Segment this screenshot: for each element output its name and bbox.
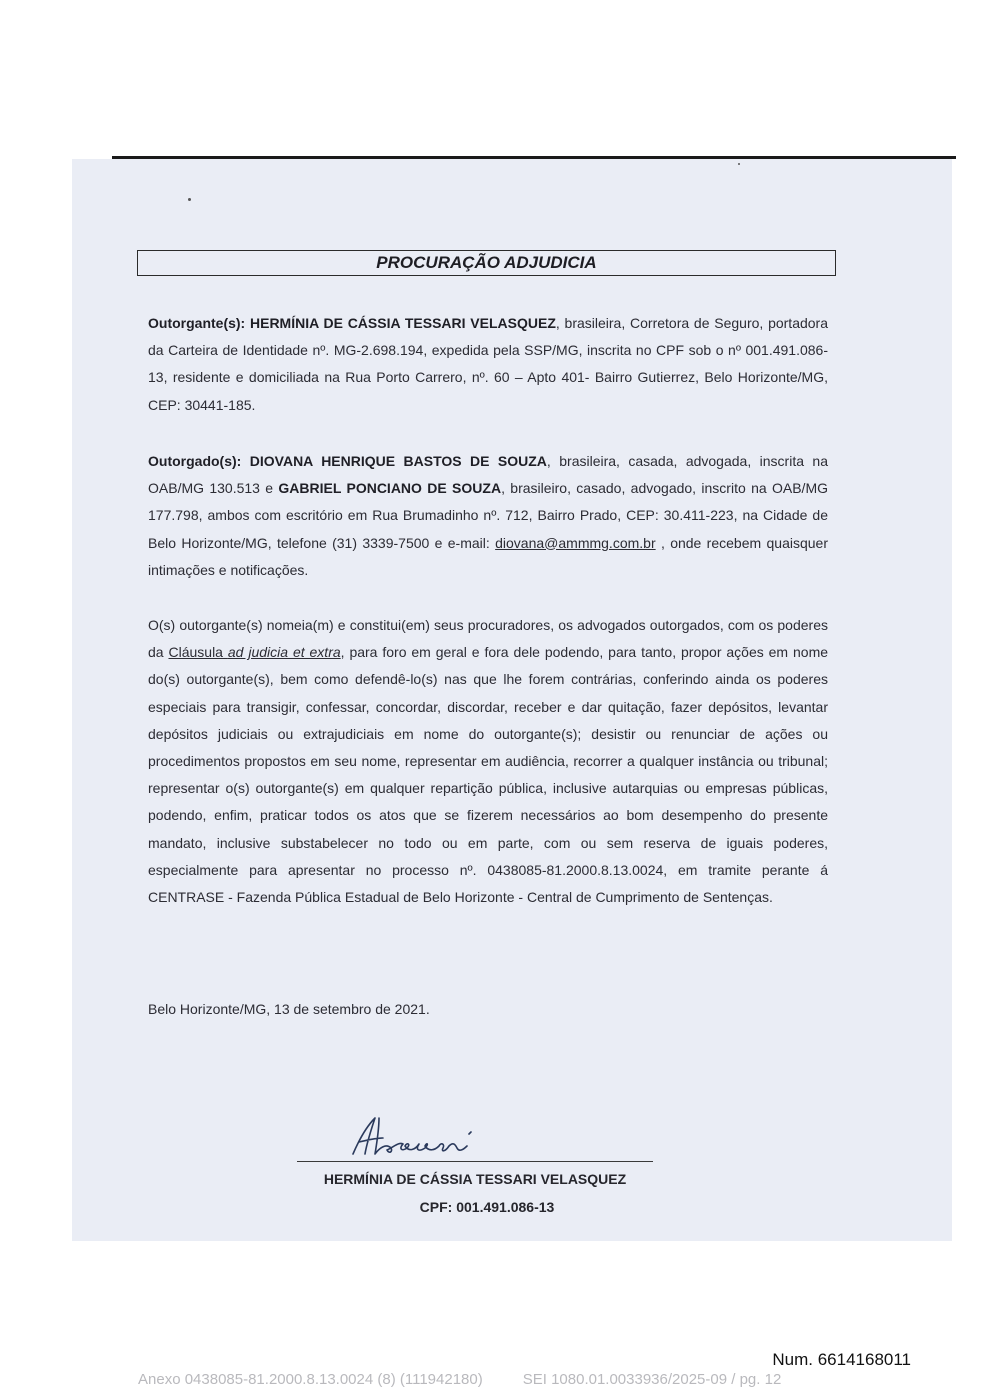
document-title: PROCURAÇÃO ADJUDICIA xyxy=(376,253,597,272)
outorgante-name: HERMÍNIA DE CÁSSIA TESSARI VELASQUEZ xyxy=(250,315,556,331)
footer-annex: Anexo 0438085-81.2000.8.13.0024 (8) (111942180) xyxy=(138,1371,483,1388)
scan-speck xyxy=(188,198,191,201)
email-link[interactable]: diovana@ammmg.com.br xyxy=(495,534,656,551)
poderes-text-1: O(s) outorgante(s) nomeia(m) e constitui(em) seus procuradores, os advogados outorgados, com os poderes da xyxy=(148,617,828,661)
handwritten-signature xyxy=(345,1110,495,1162)
outorgado-name-1: DIOVANA HENRIQUE BASTOS DE SOUZA xyxy=(249,453,547,469)
signer-cpf: CPF: 001.491.086-13 xyxy=(419,1199,555,1215)
clausula-reference xyxy=(168,644,340,660)
outorgante-paragraph xyxy=(148,310,828,419)
poderes-paragraph xyxy=(148,612,828,911)
clausula-label: Cláusula xyxy=(168,644,228,661)
outorgado-paragraph xyxy=(148,448,828,584)
outorgado-text-2: , brasileiro, casado, advogado, inscrito na OAB/MG 177.798, ambos com escritório em Rua Brumadinho nº. 712, Bairro Prado, CEP: 30.411-223, na Cidade de Belo Horizonte/MG, telefone (31) 3339-7500 e e-mail: xyxy=(148,480,828,551)
outorgante-label: Outorgante(s): xyxy=(148,315,246,331)
clausula-italic: ad judicia et extra xyxy=(227,644,341,661)
document-number: Num. 6614168011 xyxy=(772,1350,911,1369)
outorgado-name-2: GABRIEL PONCIANO DE SOUZA xyxy=(278,480,502,497)
title-box xyxy=(137,250,836,276)
place-date: Belo Horizonte/MG, 13 de setembro de 2021. xyxy=(148,1001,430,1017)
footer-sei: SEI 1080.01.0033936/2025-09 / pg. 12 xyxy=(522,1371,782,1388)
outorgado-label: Outorgado(s): xyxy=(148,453,242,469)
signer-name: HERMÍNIA DE CÁSSIA TESSARI VELASQUEZ xyxy=(323,1171,627,1187)
poderes-text-2: , para foro em geral e fora dele podendo, para tanto, propor ações em nome do(s) outorgante(s), bem como defendê-lo(s) nas que lhe forem contrárias, conferindo ainda os poderes especiais para transigir, confessar, concordar, discordar, receber e dar quitação, fazer depósitos, levantar depósitos judiciais ou extrajudiciais em nome do outorgante(s); desistir ou renunciar de ações ou procedimentos propostos em seu nome, representar em audiência, recorrer a qualquer instância ou tribunal; representar o(s) outorgante(s) em qualquer repartição pública, inclusive autarquias ou empresas públicas, podendo, enfim, praticar todos os atos que se fizerem necessários ao bom desempenho do presente mandato, inclusive substabelecer no todo ou em parte, com ou sem reserva de iguais poderes, especialmente para apresentar no processo nº. 0438085-81.2000.8.13.0024, em tramite perante á CENTRASE - Fazenda Pública Estadual de Belo Horizonte - Central de Cumprimento de Sentenças. xyxy=(148,644,829,906)
outorgado-text-3: , onde recebem quaisquer intimações e notificações. xyxy=(148,534,828,578)
signature-line xyxy=(297,1161,653,1162)
footer xyxy=(138,1371,918,1388)
outorgante-text: , brasileira, Corretora de Seguro, portadora da Carteira de Identidade nº. MG-2.698.194, expedida pela SSP/MG, inscrita no CPF sob o nº 001.491.086-13, residente e domiciliada na Rua Porto Carrero, nº. 60 – Apto 401- Bairro Gutierrez, Belo Horizonte/MG, CEP: 30441-185. xyxy=(148,315,829,413)
outorgado-text-1: , brasileira, casada, advogada, inscrita na OAB/MG 130.513 e xyxy=(148,453,828,497)
scan-speck xyxy=(738,163,740,165)
